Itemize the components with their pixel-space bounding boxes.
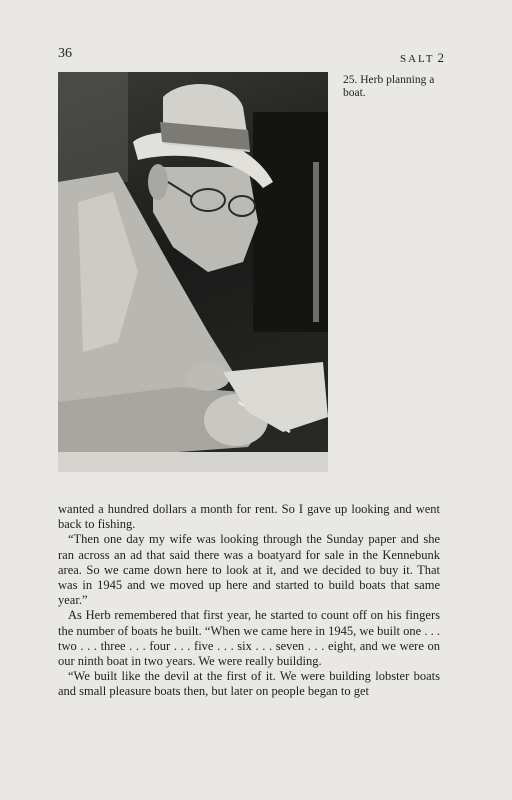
paragraph: “We built like the devil at the first of it. We were building lobster boats and small pleasure boats then, but later on people began to get: [58, 669, 440, 699]
ear: [148, 164, 168, 200]
photograph: [58, 72, 328, 472]
running-head-number: 2: [437, 50, 444, 65]
background-window: [58, 72, 128, 182]
background-post: [313, 162, 319, 322]
paragraph: As Herb remembered that first year, he started to count off on his fingers the number of boats he built. “When we came here in 1945, we built one . . . two . . . three . . . four . . . five . . . six . . . seven . . . eight, and we were on our ninth boat in two years. We were really building.: [58, 608, 440, 669]
running-head: [400, 50, 444, 66]
figure-caption: 25. Herb planning a boat.: [343, 74, 435, 99]
body-text: [58, 502, 440, 700]
paragraph: “Then one day my wife was looking through the Sunday paper and she ran across an ad that said there was a boatyard for sale in the Kennebunk area. So we came down here to look at it, and we decided to buy it. That was in 1945 and we moved up here and started to build boats that same year.”: [58, 532, 440, 608]
page-number: 36: [58, 46, 72, 61]
photo-illustration: [58, 72, 328, 472]
running-head-title: SALT: [400, 53, 435, 65]
left-hand: [186, 363, 230, 391]
paragraph: wanted a hundred dollars a month for rent. So I gave up looking and went back to fishing.: [58, 502, 440, 532]
table-edge: [58, 452, 328, 472]
